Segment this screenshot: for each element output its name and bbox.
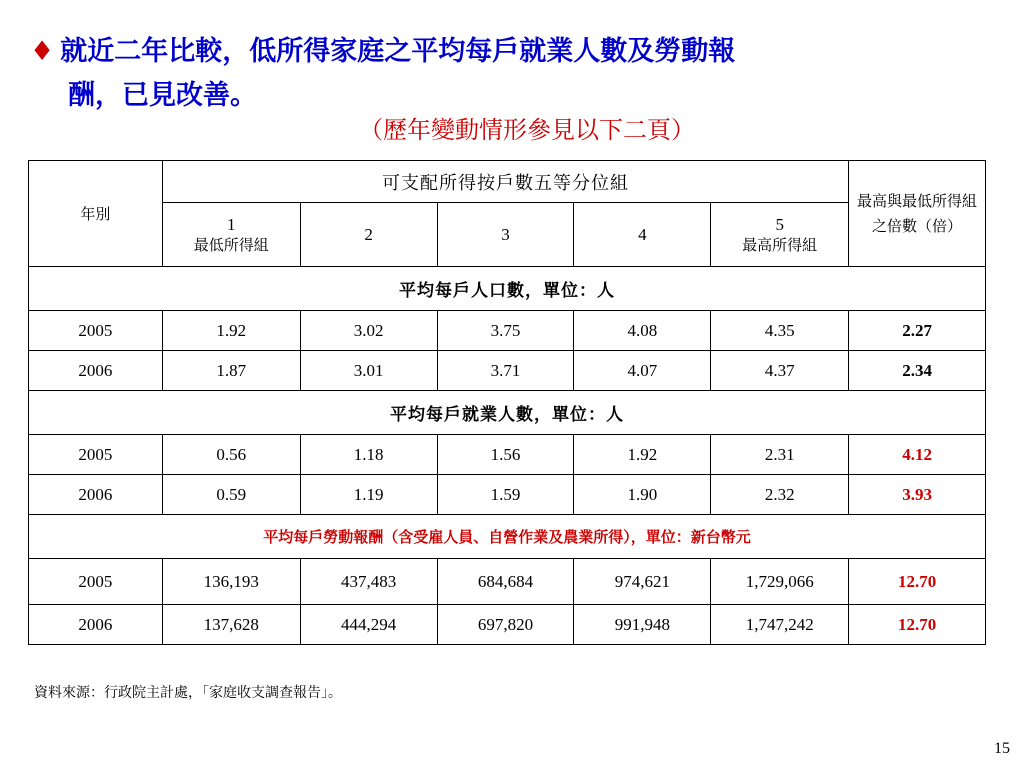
quintile-4-value: 4.07: [574, 351, 711, 391]
quintile-3-value: 1.59: [437, 475, 574, 515]
quintile-2-value: 437,483: [300, 559, 437, 605]
quintile-3-value: 684,684: [437, 559, 574, 605]
year-cell: 2005: [29, 435, 163, 475]
quintile-5-value: 1,729,066: [711, 559, 849, 605]
year-cell: 2006: [29, 351, 163, 391]
table-row: [29, 559, 986, 605]
quintile-5-value: 4.35: [711, 311, 849, 351]
quintile-header-2: 2: [300, 203, 437, 267]
section-title: 平均每戶就業人數，單位：人: [29, 391, 986, 435]
quintile-4-value: 1.92: [574, 435, 711, 475]
ratio-value: 4.12: [849, 435, 986, 475]
year-cell: 2005: [29, 559, 163, 605]
ratio-value: 12.70: [849, 605, 986, 645]
quintile-5-value: 1,747,242: [711, 605, 849, 645]
quintile-1-value: 137,628: [162, 605, 300, 645]
headline-line-1: 就近二年比較，低所得家庭之平均每戶就業人數及勞動報: [60, 36, 736, 67]
quintile-5-value: 2.32: [711, 475, 849, 515]
quintile-1-value: 0.56: [162, 435, 300, 475]
diamond-bullet-icon: ♦: [30, 36, 55, 67]
table-row: [29, 435, 986, 475]
ratio-value: 3.93: [849, 475, 986, 515]
ratio-value: 2.27: [849, 311, 986, 351]
year-column-header: 年別: [29, 161, 163, 267]
quintile-4-value: 4.08: [574, 311, 711, 351]
quintile-header-1: 1 最低所得組: [162, 203, 300, 267]
quintile-1-value: 136,193: [162, 559, 300, 605]
quintile-2-value: 3.01: [300, 351, 437, 391]
quintile-3-value: 697,820: [437, 605, 574, 645]
quintile-2-value: 1.18: [300, 435, 437, 475]
year-cell: 2006: [29, 605, 163, 645]
year-cell: 2006: [29, 475, 163, 515]
quintile-3-value: 1.56: [437, 435, 574, 475]
slide-subheading: （歷年變動情形參見以下二頁）: [359, 116, 695, 144]
year-cell: 2005: [29, 311, 163, 351]
quintile-4-value: 991,948: [574, 605, 711, 645]
slide-headline: [30, 30, 990, 118]
quintile-header-3: 3: [437, 203, 574, 267]
quintile-5-value: 2.31: [711, 435, 849, 475]
quintile-4-value: 1.90: [574, 475, 711, 515]
quintile-1-value: 1.92: [162, 311, 300, 351]
quintile-1-value: 0.59: [162, 475, 300, 515]
quintile-1-value: 1.87: [162, 351, 300, 391]
ratio-column-header: 最高與最低所得組之倍數（倍）: [849, 161, 986, 267]
quintile-group-header: 可支配所得按戶數五等分位組: [162, 161, 848, 203]
table-row: [29, 605, 986, 645]
quintile-2-value: 1.19: [300, 475, 437, 515]
page-number: 15: [994, 740, 1010, 757]
quintile-3-value: 3.71: [437, 351, 574, 391]
table-row: [29, 475, 986, 515]
headline-line-2: 酬，已見改善。: [68, 80, 257, 111]
ratio-value: 2.34: [849, 351, 986, 391]
quintile-header-5: 5 最高所得組: [711, 203, 849, 267]
data-source-note: 資料來源：行政院主計處，「家庭收支調查報告」。: [34, 685, 342, 701]
quintile-2-value: 444,294: [300, 605, 437, 645]
section-title: 平均每戶人口數，單位：人: [29, 267, 986, 311]
section-title: 平均每戶勞動報酬（含受雇人員、自營作業及農業所得），單位：新台幣元: [29, 515, 986, 559]
quintile-2-value: 3.02: [300, 311, 437, 351]
quintile-5-value: 4.37: [711, 351, 849, 391]
income-quintile-table: [28, 160, 986, 645]
quintile-header-4: 4: [574, 203, 711, 267]
table-row: [29, 311, 986, 351]
quintile-4-value: 974,621: [574, 559, 711, 605]
quintile-3-value: 3.75: [437, 311, 574, 351]
ratio-value: 12.70: [849, 559, 986, 605]
table-row: [29, 351, 986, 391]
